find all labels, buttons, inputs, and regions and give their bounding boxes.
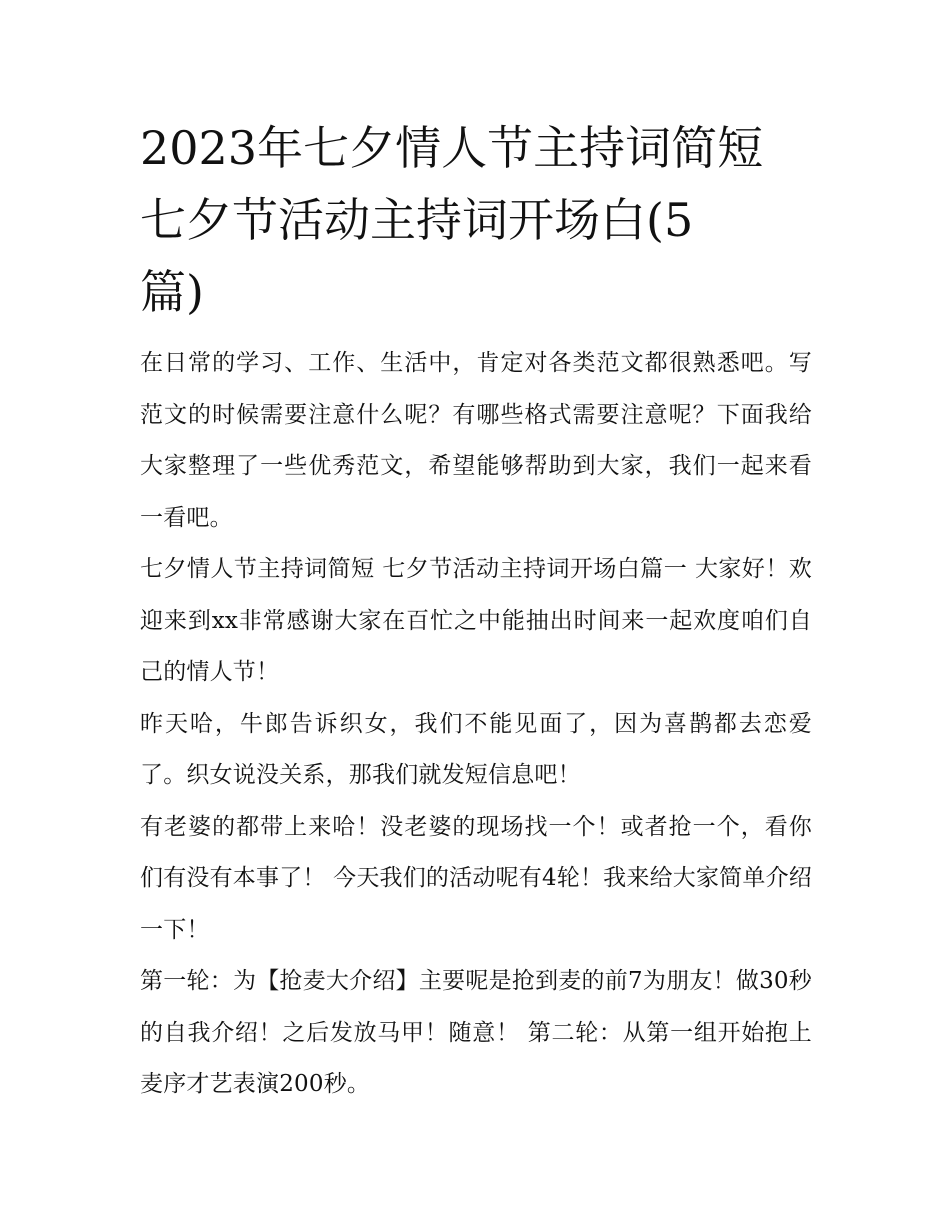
paragraph-activity-overview: 有老婆的都带上来哈！没老婆的现场找一个！或者抢一个，看你们有没有本事了！ 今天我们的活动呢有4轮！我来给大家简单介绍一下！: [140, 813, 812, 943]
title-line-3: 篇): [140, 265, 204, 319]
paragraph-rounds: 第一轮：为【抢麦大介绍】主要呢是抢到麦的前7为朋友！做30秒的自我介绍！之后发放马甲！随意！ 第二轮：从第一组开始抱上麦序才艺表演200秒。: [140, 968, 812, 1097]
document-title: [140, 112, 812, 328]
paragraph-greeting: 七夕情人节主持词简短 七夕节活动主持词开场白篇一 大家好！欢迎来到xx非常感谢大家在百忙之中能抽出时间来一起欢度咱们自己的情人节！: [140, 556, 812, 685]
paragraph-intro: 在日常的学习、工作、生活中，肯定对各类范文都很熟悉吧。写范文的时候需要注意什么呢？有哪些格式需要注意呢？下面我给大家整理了一些优秀范文，希望能够帮助到大家，我们一起来看一看吧。: [140, 350, 812, 531]
title-line-2: 七夕节活动主持词开场白(5: [140, 193, 694, 247]
document-content: [140, 112, 812, 1111]
paragraph-story: 昨天哈，牛郎告诉织女，我们不能见面了，因为喜鹊都去恋爱了。织女说没关系，那我们就发短信息吧！: [140, 710, 812, 788]
title-line-1: 2023年七夕情人节主持词简短: [140, 121, 764, 175]
